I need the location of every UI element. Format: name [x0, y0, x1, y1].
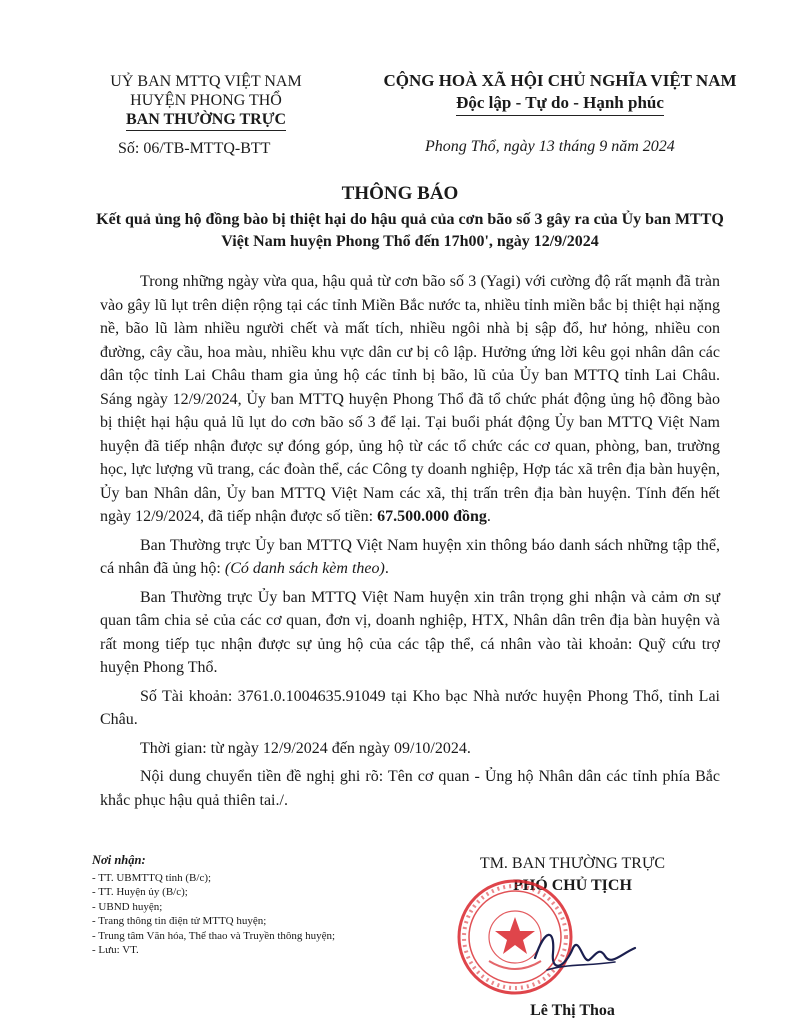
handwritten-signature-icon: [525, 918, 640, 988]
document-title: THÔNG BÁO: [341, 183, 459, 204]
national-motto: Độc lập - Tự do - Hạnh phúc: [456, 92, 664, 116]
document-date: Phong Thổ, ngày 13 tháng 9 năm 2024: [425, 138, 675, 155]
authority-line-3: BAN THƯỜNG TRỰC: [126, 110, 286, 131]
signature-org: TM. BAN THƯỜNG TRỰC: [479, 855, 666, 872]
recipient-item: - TT. UBMTTQ tỉnh (B/c);: [92, 871, 212, 884]
recipients-title: Nơi nhận:: [92, 853, 146, 867]
national-header: [350, 70, 770, 116]
paragraph-2-text: Ban Thường trực Ủy ban MTTQ Việt Nam huyện xin thông báo danh sách những tập thể, cá nhân đã ủng hộ:: [100, 536, 720, 577]
recipients-list: [92, 871, 382, 958]
body-paragraph-2: [100, 534, 720, 581]
bank-account-paragraph: Số Tài khoản: 3761.0.1004635.91049 tại Kho bạc Nhà nước huyện Phong Thổ, tỉnh Lai Châu.: [100, 687, 720, 728]
document-subtitle: Kết quả ủng hộ đồng bào bị thiệt hại do hậu quả của cơn bão số 3 gây ra của Ủy ban MTTQ Việt Nam huyện Phong Thổ đến 17h00', ngày 12/9/2024: [96, 211, 724, 250]
time-period-paragraph: Thời gian: từ ngày 12/9/2024 đến ngày 09/10/2024.: [140, 739, 471, 757]
body-paragraph-3: Ban Thường trực Ủy ban MTTQ Việt Nam huyện xin trân trọng ghi nhận và cảm ơn sự quan tâm chia sẻ của các cơ quan, đơn vị, doanh nghiệp, HTX, Nhân dân trên địa bàn huyện và rất mong tiếp tục nhận được sự ủng hộ của các tập thể, cá nhân vào tài khoản: Quỹ cứu trợ huyện Phong Thổ.: [100, 588, 720, 676]
issuing-authority: [86, 72, 326, 131]
authority-line-2: HUYỆN PHONG THỔ: [130, 92, 282, 109]
body-paragraph-1: [100, 270, 720, 529]
recipient-item: - UBND huyện;: [92, 900, 163, 913]
recipient-item: - TT. Huyện ủy (B/c);: [92, 886, 188, 898]
paragraph-1-end: .: [486, 508, 491, 525]
donation-amount: 67.500.000 đồng: [377, 508, 487, 525]
authority-line-1: UỶ BAN MTTQ VIỆT NAM: [110, 73, 302, 90]
recipient-item: - Trang thông tin điện tử MTTQ huyện;: [92, 915, 267, 927]
document-number: Số: 06/TB-MTTQ-BTT: [118, 140, 271, 157]
signer-name: Lê Thị Thoa: [530, 1002, 615, 1019]
paragraph-2-end: .: [384, 560, 389, 577]
recipient-item: - Lưu: VT.: [92, 944, 139, 956]
transfer-note-paragraph: Nội dung chuyển tiền đề nghị ghi rõ: Tên cơ quan - Ủng hộ Nhân dân các tỉnh phía Bắc khắc phục hậu quả thiên tai./.: [100, 768, 720, 809]
signature-block: [440, 853, 705, 1019]
country-name: CỘNG HOÀ XÃ HỘI CHỦ NGHĨA VIỆT NAM: [383, 71, 737, 90]
signature-title: PHÓ CHỦ TỊCH: [513, 877, 632, 894]
recipient-item: - Trung tâm Văn hóa, Thể thao và Truyền thông huyện;: [92, 929, 336, 942]
attachment-note: (Có danh sách kèm theo): [224, 560, 385, 577]
document-body: [100, 270, 720, 812]
recipients-block: [92, 853, 382, 958]
paragraph-1-text: Trong những ngày vừa qua, hậu quả từ cơn bão số 3 (Yagi) với cường độ rất mạnh đã tràn vào gây lũ lụt trên diện rộng tại các tỉnh Miền Bắc nước ta, nhiều tỉnh miền bắc bị thiệt hại nặng nề, bão lũ làm nhiều người chết và mất tích, nhiều ngôi nhà bị sập đổ, hư hỏng, nhiều con đường, cây cầu, hoa màu, nhiều khu vực dân cư bị cô lập. Hưởng ứng lời kêu gọi nhân dân các dân tộc tỉnh Lai Châu tham gia ủng hộ các tỉnh bị bão, lũ của Ủy ban MTTQ tỉnh Lai Châu. Sáng ngày 12/9/2024, Ủy ban MTTQ huyện Phong Thổ đã tổ chức phát động ủng hộ đồng bào bị thiệt hại hậu quả lũ lụt do cơn bão số 3 để lại. Tại buổi phát động Ủy ban MTTQ Việt Nam huyện đã tiếp nhận được sự đóng góp, ủng hộ từ các tổ chức các cơ quan, phòng, ban, trường học, lực lượng vũ trang, các đoàn thể, các Công ty doanh nghiệp, Hợp tác xã trên địa bàn huyện, Ủy ban Nhân dân, Ủy ban MTTQ Việt Nam các xã, thị trấn trên địa bàn huyện. Tính đến hết ngày 12/9/2024, đã tiếp nhận được số tiền:: [100, 273, 720, 525]
